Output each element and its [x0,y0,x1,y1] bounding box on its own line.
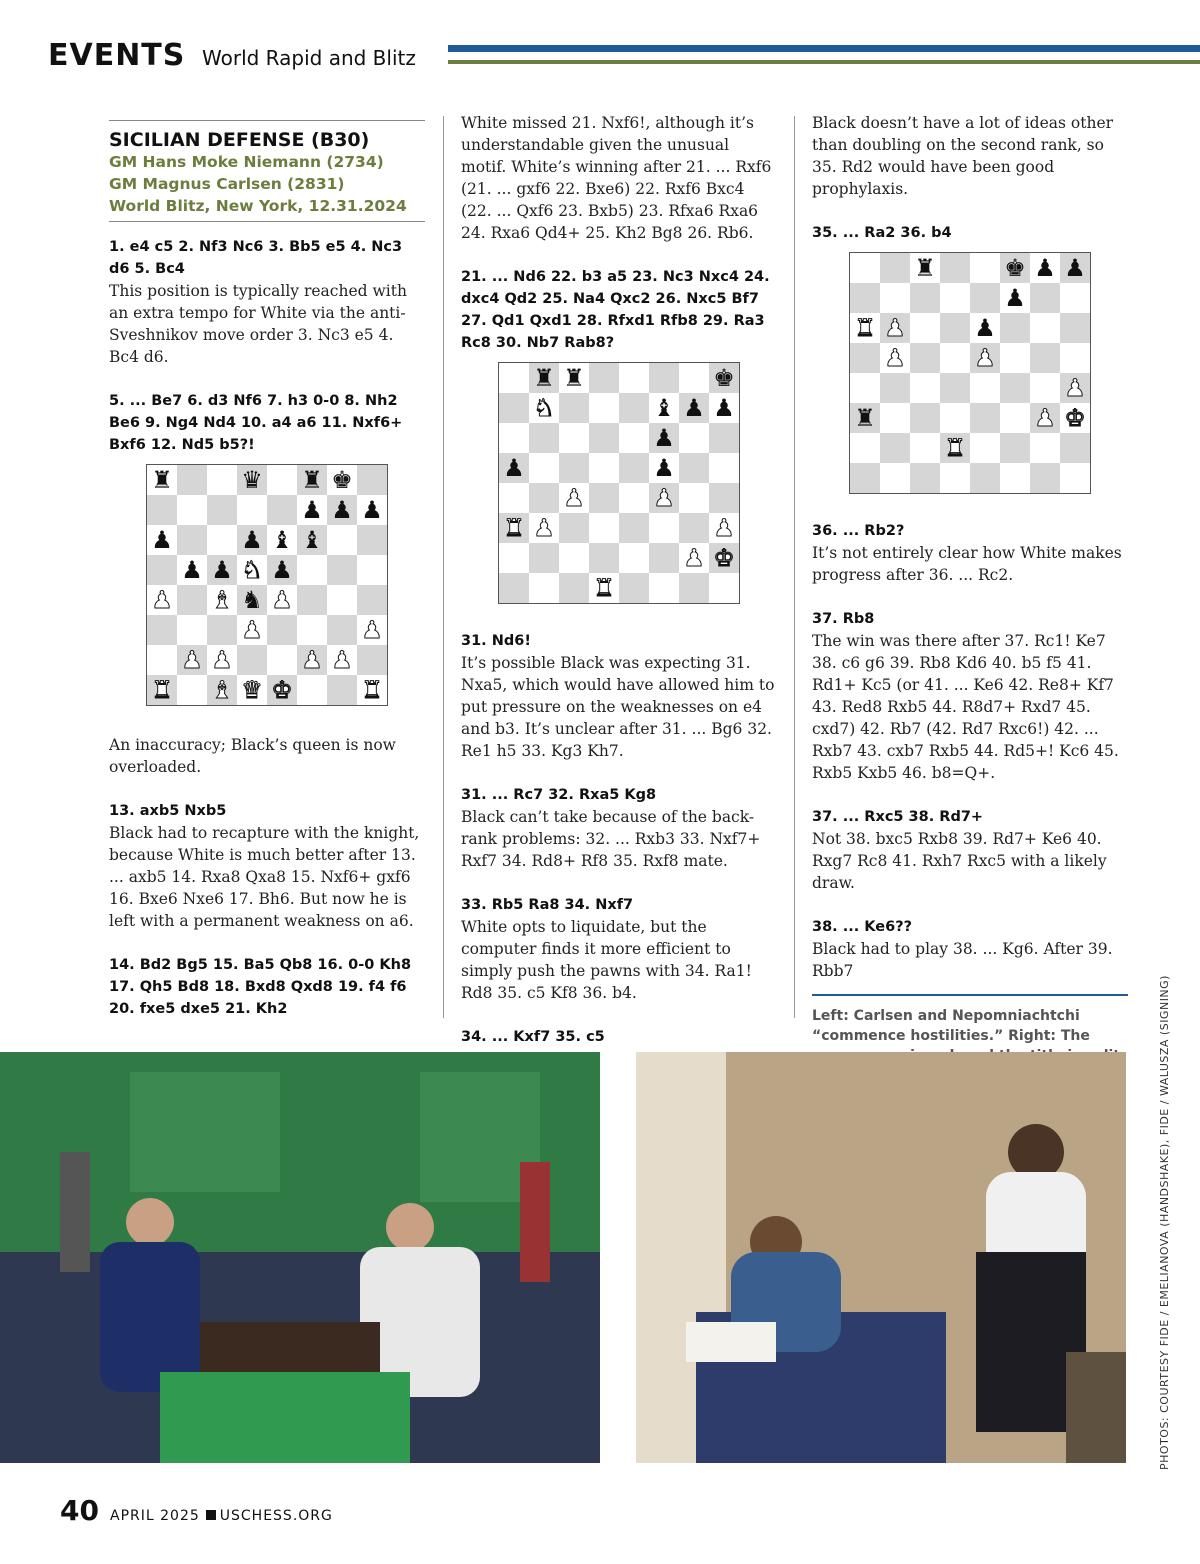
white-player: GM Hans Moke Niemann (2734) [109,153,384,171]
white-pawn-icon: ♟ [679,543,709,573]
board-square [267,645,297,675]
board-square [237,645,267,675]
white-pawn-icon: ♟ [559,483,589,513]
annotation-text: Black doesn’t have a lot of ideas other than doubling on the second rank, so 35. Rd2 would have been good prophylaxis. [812,114,1114,198]
board-square [619,573,649,603]
board-square [1060,313,1090,343]
board-square [940,373,970,403]
black-rook-icon: ♜ [147,465,177,495]
board-square [499,483,529,513]
white-pawn-icon: ♟ [1030,403,1060,433]
board-square [589,423,619,453]
board-square [649,543,679,573]
board-square [1000,403,1030,433]
board-square [559,393,589,423]
board-square [207,495,237,525]
board-square [1060,283,1090,313]
move-text: 5. ... Be7 6. d3 Nf6 7. h3 0-0 8. Nh2 Be6 9. Ng4 Nd4 10. a4 a6 11. Nxf6+ Bxf6 12. Nd5 b5?! [109,393,403,453]
board-square [1000,343,1030,373]
black-pawn-icon: ♟ [297,495,327,525]
issue-info [110,1508,333,1524]
annotation-block [812,112,1128,200]
signing-photo [636,1052,1126,1463]
board-square [850,283,880,313]
board-square [529,423,559,453]
board-square [910,373,940,403]
board-square [177,465,207,495]
board-square [589,393,619,423]
board-square [559,573,589,603]
black-pawn-icon: ♟ [207,555,237,585]
white-pawn-icon: ♟ [529,513,559,543]
board-square [357,555,387,585]
signing-photo-illustration [636,1052,1126,1463]
board-square [1030,343,1060,373]
board-square [207,525,237,555]
board-square [237,495,267,525]
black-pawn-icon: ♟ [709,393,739,423]
board-square [357,585,387,615]
annotation-block [812,222,1128,244]
black-pawn-icon: ♟ [649,453,679,483]
header-rule-blue [448,45,1200,52]
annotation-block [812,806,1128,894]
annotation-text: An inaccuracy; Black’s queen is now overloaded. [109,736,396,776]
move-text: 38. ... Ke6?? [812,919,913,935]
board-square [709,453,739,483]
move-text: 37. ... Rxc5 38. Rd7+ [812,809,984,825]
board-square [880,373,910,403]
annotation-text: The win was there after 37. Rc1! Ke7 38. c6 g6 39. Rb8 Kd6 40. b5 f5 41. Rd1+ Kc5 (or 41. ... Ke6 42. Re8+ Kf7 43. Red8 Rxb5 44. R8d7+ Rxd7 45. cxd7) 42. Rb7 (42. Rd7 Rxc6!) 42. ... Rxb7 43. cxb7 Rxb5 44. Rd5+! Kc6 45. Rxb5 Kxb5 46. b8=Q+. [812,632,1119,782]
board-square [589,543,619,573]
white-bishop-icon: ♝ [207,675,237,705]
game-heading [109,120,425,222]
board-square [970,253,1000,283]
annotation-text: White opts to liquidate, but the computer finds it more efficient to simply push the pawns with 34. Ra1! Rd8 35. c5 Kf8 36. b4. [461,918,752,1002]
header-rule-green [448,60,1200,64]
board-square [529,543,559,573]
board-square [177,495,207,525]
move-text: 37. Rb8 [812,611,875,627]
move-text: 31. Nd6! [461,633,531,649]
board-square [649,513,679,543]
white-pawn-icon: ♟ [709,513,739,543]
black-pawn-icon: ♟ [327,495,357,525]
board-square [910,283,940,313]
annotation-block [461,894,777,1004]
board-square [1000,373,1030,403]
board-square [327,525,357,555]
photo-caption: Left: Carlsen and Nepomniachtchi “commence hostilities.” Right: The [812,994,1128,1066]
board-square [1000,433,1030,463]
separator-square-icon [206,1510,216,1520]
board-square [679,483,709,513]
black-pawn-icon: ♟ [1000,283,1030,313]
board-square [880,253,910,283]
board-square [1060,463,1090,493]
board-square [499,573,529,603]
black-pawn-icon: ♟ [1030,253,1060,283]
board-square [1030,283,1060,313]
annotation-block [109,390,425,456]
handshake-photo-illustration [0,1052,600,1463]
annotation-block [461,784,777,872]
annotation-block [812,916,1128,982]
board-square [297,615,327,645]
board-square [207,465,237,495]
white-rook-icon: ♜ [850,313,880,343]
board-square [850,433,880,463]
board-square [1030,433,1060,463]
board-square [559,543,589,573]
board-square [589,453,619,483]
board-square [940,343,970,373]
white-king-icon: ♚ [267,675,297,705]
board-square [499,543,529,573]
board-square [529,573,559,603]
issue-date: APRIL 2025 [110,1508,200,1524]
board-square [709,573,739,603]
board-square [207,615,237,645]
annotation-block [109,236,425,368]
board-square [910,403,940,433]
board-square [499,393,529,423]
board-square [177,675,207,705]
board-square [619,363,649,393]
white-pawn-icon: ♟ [970,343,1000,373]
white-pawn-icon: ♟ [147,585,177,615]
column-1 [109,112,425,1042]
black-pawn-icon: ♟ [177,555,207,585]
board-square [649,573,679,603]
move-text: 13. axb5 Nxb5 [109,803,227,819]
black-pawn-icon: ♟ [1060,253,1090,283]
board-square [940,463,970,493]
board-square [619,543,649,573]
black-pawn-icon: ♟ [147,525,177,555]
board-square [880,283,910,313]
column-divider [443,116,444,1018]
black-pawn-icon: ♟ [649,423,679,453]
board-square [327,555,357,585]
black-king-icon: ♚ [327,465,357,495]
board-square [357,525,387,555]
board-square [297,585,327,615]
board-square [940,403,970,433]
annotation-block [461,630,777,762]
white-knight-icon: ♞ [529,393,559,423]
black-bishop-icon: ♝ [649,393,679,423]
page-number: 40 [60,1494,99,1527]
board-square [970,373,1000,403]
move-text: 31. ... Rc7 32. Rxa5 Kg8 [461,787,657,803]
board-square [1030,313,1060,343]
white-pawn-icon: ♟ [649,483,679,513]
board-square [589,363,619,393]
black-rook-icon: ♜ [297,465,327,495]
white-king-icon: ♚ [709,543,739,573]
white-pawn-icon: ♟ [237,615,267,645]
page-header [48,38,1200,78]
white-pawn-icon: ♟ [880,343,910,373]
board-square [267,495,297,525]
black-player: GM Magnus Carlsen (2831) [109,175,345,193]
annotation-block [109,954,425,1020]
black-queen-icon: ♛ [237,465,267,495]
white-rook-icon: ♜ [940,433,970,463]
board-square [619,393,649,423]
move-text: 1. e4 c5 2. Nf3 Nc6 3. Bb5 e5 4. Nc3 d6 5. Bc4 [109,239,403,277]
board-square [297,555,327,585]
board-square [357,465,387,495]
board-square [709,423,739,453]
annotation-block [812,608,1128,784]
annotation-block [461,1026,777,1048]
white-queen-icon: ♛ [237,675,267,705]
board-square [970,283,1000,313]
white-rook-icon: ♜ [499,513,529,543]
board-square [850,373,880,403]
white-pawn-icon: ♟ [207,645,237,675]
board-square [177,615,207,645]
board-square [559,423,589,453]
annotation-text: White missed 21. Nxf6!, although it’s understandable given the unusual motif. White’s winning after 21. ... Rxf6 (21. ... gxf6 22. Bxe6) 22. Rxf6 Bxc4 (22. ... Qxf6 23. Bxb5) 23. Rfxa6 Rxa6 24. Rxa6 Qd4+ 25. Kh2 Bg8 26. Rb6. [461,114,772,242]
board-square [850,343,880,373]
chess-board [498,362,740,604]
board-square [1000,463,1030,493]
annotation-text: Black had to recapture with the knight, because White is much better after 13. ... axb5 14. Rxa8 Qxa8 15. Nxf6+ gxf6 16. Bxe6 Nxe6 17. Bh6. But now he is left with a permanent weakness on a6. [109,824,420,930]
board-square [649,363,679,393]
section-label: EVENTS [48,38,186,73]
board-square [679,453,709,483]
game-title: SICILIAN DEFENSE (B30) [109,129,370,151]
white-rook-icon: ♜ [147,675,177,705]
board-square [679,363,709,393]
board-square [357,645,387,675]
white-pawn-icon: ♟ [267,585,297,615]
annotation-block [109,734,425,778]
board-square [940,313,970,343]
move-text: 36. ... Rb2? [812,523,905,539]
board-square [880,403,910,433]
board-square [1060,433,1090,463]
board-square [970,403,1000,433]
black-bishop-icon: ♝ [297,525,327,555]
annotation-text: This position is typically reached with an extra tempo for White via the anti-Sveshnikov move order 3. Nc3 e5 4. Bc4 d6. [109,282,407,366]
black-knight-icon: ♞ [237,585,267,615]
board-square [679,513,709,543]
white-rook-icon: ♜ [589,573,619,603]
chess-board [849,252,1091,494]
annotation-text: Not 38. bxc5 Rxb8 39. Rd7+ Ke6 40. Rxg7 Rc8 41. Rxh7 Rxc5 with a likely draw. [812,830,1107,892]
board-square [619,423,649,453]
black-pawn-icon: ♟ [499,453,529,483]
annotation-text: It’s not entirely clear how White makes progress after 36. ... Rc2. [812,544,1122,584]
board-square [709,483,739,513]
page-footer [60,1494,333,1527]
black-bishop-icon: ♝ [267,525,297,555]
white-pawn-icon: ♟ [177,645,207,675]
white-rook-icon: ♜ [357,675,387,705]
annotation-block [109,800,425,932]
board-square [910,313,940,343]
game-event: World Blitz, New York, 12.31.2024 [109,195,425,222]
board-square [880,433,910,463]
website: USCHESS.ORG [219,1508,333,1524]
board-square [910,463,940,493]
black-pawn-icon: ♟ [237,525,267,555]
board-square [327,585,357,615]
move-text: 34. ... Kxf7 35. c5 [461,1029,605,1045]
board-square [327,615,357,645]
column-2 [461,112,777,1070]
black-king-icon: ♚ [709,363,739,393]
board-square [619,513,649,543]
board-square [589,483,619,513]
move-text: 35. ... Ra2 36. b4 [812,225,952,241]
annotation-block [461,112,777,244]
white-knight-icon: ♞ [237,555,267,585]
annotation-text: Black can’t take because of the back-rank problems: 32. ... Rxb3 33. Nxf7+ Rxf7 34. Rd8+ Rf8 35. Rxf8 mate. [461,808,761,870]
chess-board [146,464,388,706]
white-pawn-icon: ♟ [297,645,327,675]
column-3 [812,112,1128,1066]
column-divider [794,116,795,1018]
section-subtitle: World Rapid and Blitz [202,46,416,70]
white-pawn-icon: ♟ [880,313,910,343]
board-square [529,453,559,483]
board-square [1030,373,1060,403]
board-square [1030,463,1060,493]
black-pawn-icon: ♟ [970,313,1000,343]
board-square [147,555,177,585]
board-square [1060,343,1090,373]
board-square [619,483,649,513]
board-square [147,495,177,525]
annotation-block [461,266,777,354]
white-bishop-icon: ♝ [207,585,237,615]
white-king-icon: ♚ [1060,403,1090,433]
black-pawn-icon: ♟ [357,495,387,525]
black-rook-icon: ♜ [850,403,880,433]
board-square [327,675,357,705]
board-square [529,483,559,513]
white-pawn-icon: ♟ [327,645,357,675]
board-square [880,463,910,493]
board-square [679,573,709,603]
board-square [1000,313,1030,343]
black-pawn-icon: ♟ [267,555,297,585]
board-square [850,463,880,493]
black-rook-icon: ♜ [910,253,940,283]
black-king-icon: ♚ [1000,253,1030,283]
black-rook-icon: ♜ [559,363,589,393]
annotation-text: Black had to play 38. ... Kg6. After 39. Rbb7 [812,940,1113,980]
board-square [910,343,940,373]
photo-credit: PHOTOS: COURTESY FIDE / EMELIANOVA (HANDSHAKE), FIDE / WALUSZA (SIGNING) [1158,975,1171,1470]
board-square [267,615,297,645]
board-square [177,585,207,615]
move-text: 14. Bd2 Bg5 15. Ba5 Qb8 16. 0-0 Kh8 17. Qh5 Bd8 18. Bxd8 Qxd8 19. f4 f6 20. fxe5 dxe5 21. Kh2 [109,957,412,1017]
black-rook-icon: ♜ [529,363,559,393]
board-square [499,423,529,453]
board-square [499,363,529,393]
board-square [970,433,1000,463]
board-square [559,453,589,483]
annotation-block [812,520,1128,586]
board-square [559,513,589,543]
board-square [619,453,649,483]
board-square [940,253,970,283]
white-pawn-icon: ♟ [1060,373,1090,403]
board-square [147,615,177,645]
black-pawn-icon: ♟ [679,393,709,423]
white-pawn-icon: ♟ [357,615,387,645]
handshake-photo [0,1052,600,1463]
board-square [267,465,297,495]
board-square [177,525,207,555]
board-square [940,283,970,313]
board-square [297,675,327,705]
board-square [679,423,709,453]
board-square [147,645,177,675]
move-text: 33. Rb5 Ra8 34. Nxf7 [461,897,634,913]
board-square [910,433,940,463]
board-square [970,463,1000,493]
board-square [589,513,619,543]
move-text: 21. ... Nd6 22. b3 a5 23. Nc3 Nxc4 24. dxc4 Qd2 25. Na4 Qxc2 26. Nxc5 Bf7 27. Qd1 Qxd1 28. Rfxd1 Rfb8 29. Ra3 Rc8 30. Nb7 Rab8? [461,269,770,351]
board-square [850,253,880,283]
annotation-text: It’s possible Black was expecting 31. Nxa5, which would have allowed him to put pressure on the weaknesses on e4 and b3. It’s unclear after 31. ... Bg6 32. Re1 h5 33. Kg3 Kh7. [461,654,775,760]
